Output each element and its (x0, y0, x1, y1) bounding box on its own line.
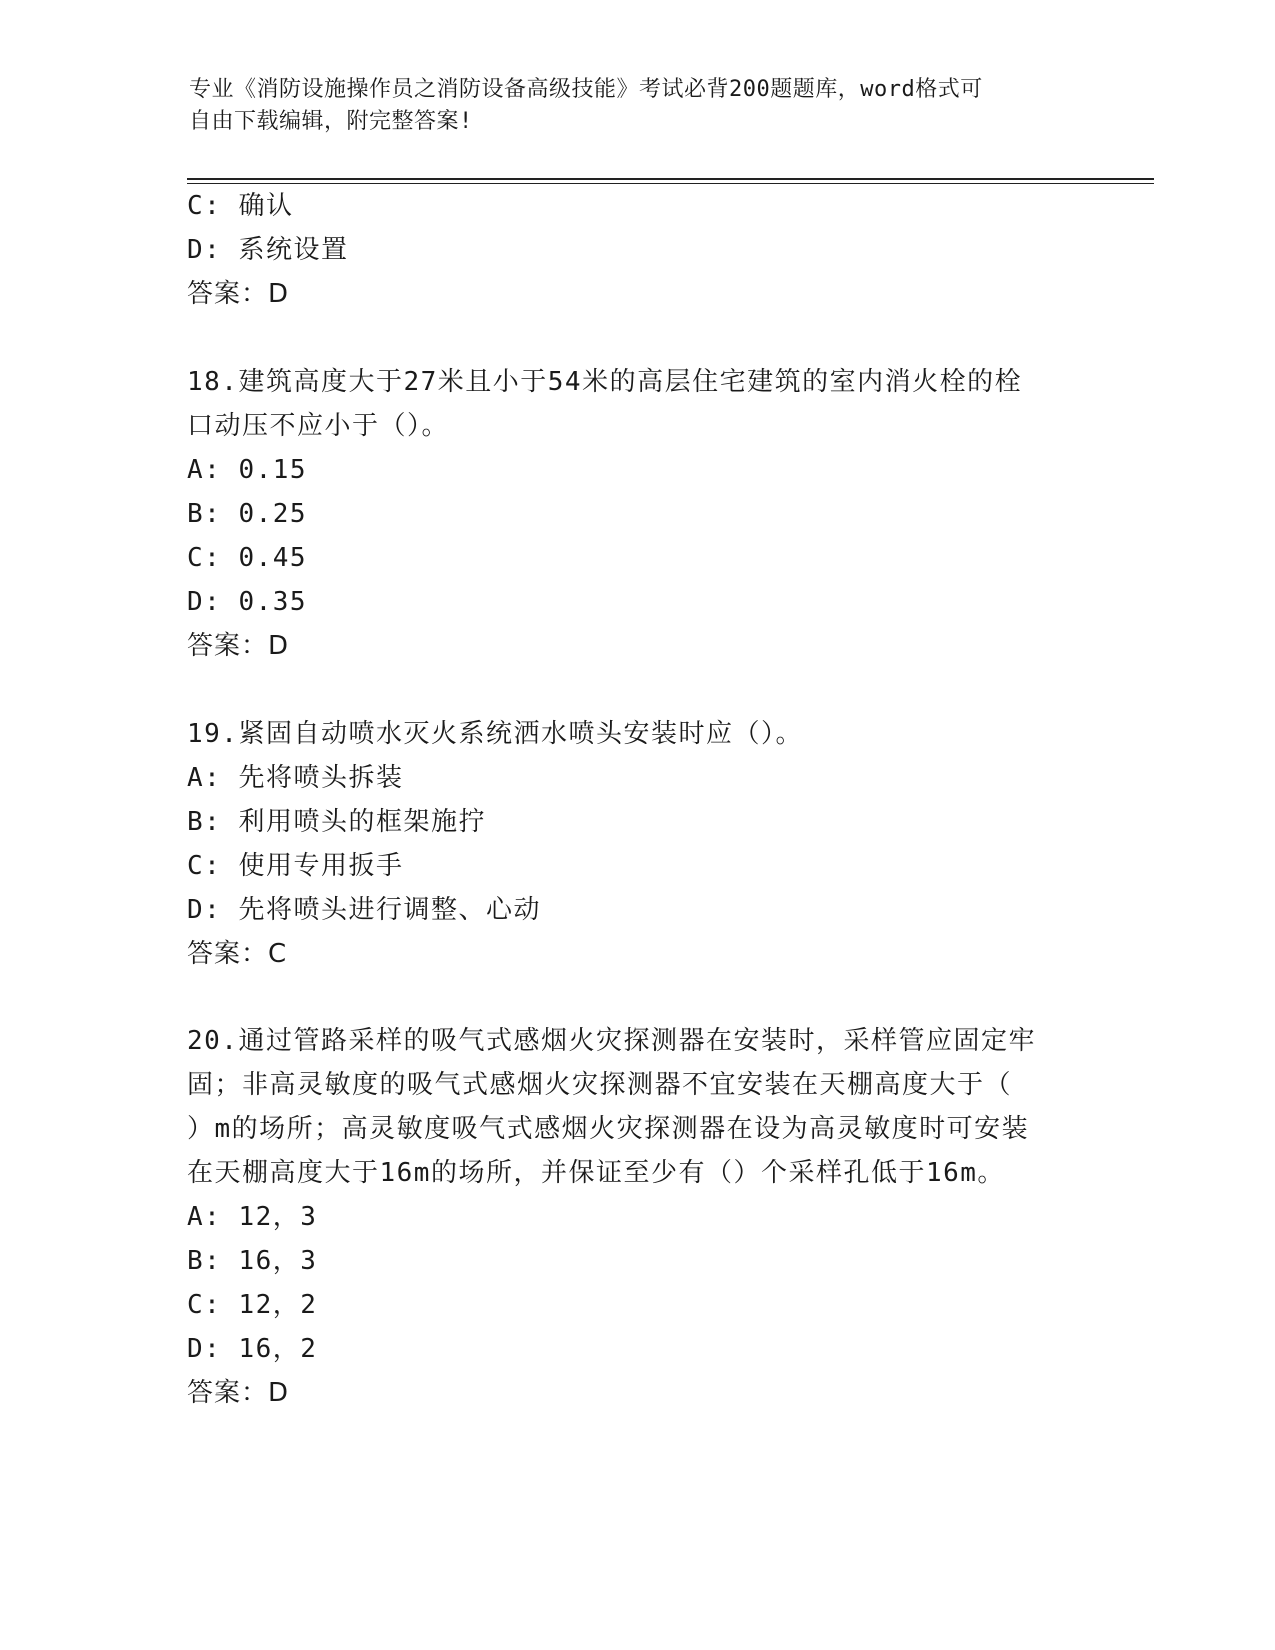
header-title-line-1: 专业《消防设施操作员之消防设备高级技能》考试必背200题题库，word格式可 (189, 77, 983, 102)
header-title-line-2: 自由下载编辑，附完整答案! (189, 109, 473, 134)
q19-stem-line-1: 19.紧固自动喷水灭火系统洒水喷头安装时应（）。 (187, 719, 803, 749)
header-divider-thin (187, 183, 1154, 184)
q18-stem-line-1: 18.建筑高度大于27米且小于54米的高层住宅建筑的室内消火栓的栓 (187, 367, 1023, 397)
document-header (189, 74, 1089, 138)
q18-option-c: C: 0.45 (187, 543, 308, 573)
q20-option-b: B: 16，3 (187, 1246, 318, 1276)
q18-option-b: B: 0.25 (187, 499, 308, 529)
q19-option-a: A: 先将喷头拆装 (187, 763, 404, 793)
q19-option-d: D: 先将喷头进行调整、心动 (187, 895, 541, 925)
q20-stem-line-4: 在天棚高度大于16m的场所，并保证至少有（）个采样孔低于16m。 (187, 1158, 1005, 1188)
header-divider-thick (187, 178, 1154, 180)
q19-answer: 答案：C (187, 939, 288, 969)
prev-option-c: C: 确认 (187, 191, 294, 221)
q19-option-c: C: 使用专用扳手 (187, 851, 404, 881)
q18-option-d: D: 0.35 (187, 587, 308, 617)
q19-option-b: B: 利用喷头的框架施拧 (187, 807, 486, 837)
q18-option-a: A: 0.15 (187, 455, 308, 485)
q20-stem-line-2: 固；非高灵敏度的吸气式感烟火灾探测器不宜安装在天棚高度大于（ (187, 1070, 1013, 1100)
q20-stem-line-3: ）m的场所；高灵敏度吸气式感烟火灾探测器在设为高灵敏度时可安装 (187, 1114, 1030, 1144)
q20-option-a: A: 12，3 (187, 1202, 318, 1232)
q18-answer: 答案：D (187, 631, 290, 661)
q20-stem-line-1: 20.通过管路采样的吸气式感烟火灾探测器在安装时，采样管应固定牢 (187, 1026, 1036, 1056)
q18-stem-line-2: 口动压不应小于（）。 (187, 411, 450, 441)
q20-option-d: D: 16，2 (187, 1334, 318, 1364)
prev-option-d: D: 系统设置 (187, 235, 349, 265)
prev-answer: 答案：D (187, 279, 290, 309)
q20-answer: 答案：D (187, 1378, 290, 1408)
q20-option-c: C: 12，2 (187, 1290, 318, 1320)
